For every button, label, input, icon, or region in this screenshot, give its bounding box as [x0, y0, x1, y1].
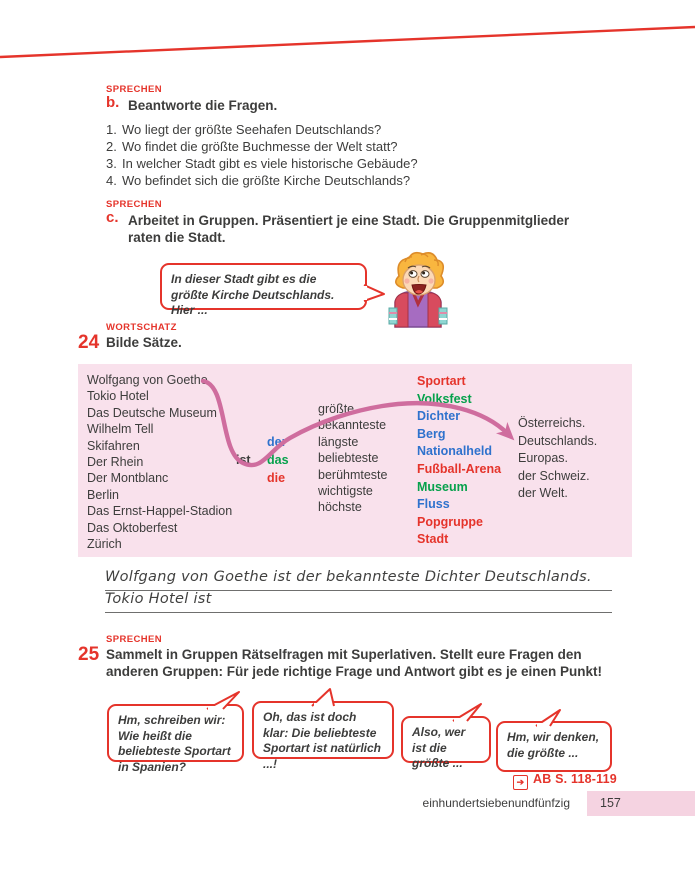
example-speech-bubble	[160, 263, 367, 317]
noun-item: Stadt	[417, 532, 449, 547]
section-b-skill-tag: SPRECHEN	[106, 84, 162, 95]
page-number-badge: 157	[587, 791, 695, 816]
question-number: 4.	[106, 173, 117, 188]
question-number: 1.	[106, 122, 117, 137]
subject-item: Das Oktoberfest	[87, 520, 178, 535]
noun-item: Nationalheld	[417, 444, 493, 459]
word-matching-panel	[78, 364, 632, 557]
speech-bubble-tail	[201, 691, 245, 711]
superlative-item: beliebteste	[318, 451, 379, 466]
subject-item: Zürich	[87, 537, 122, 552]
exercise-25-number: 25	[78, 644, 100, 665]
question-row	[106, 155, 418, 172]
exercise-25-skill-tag: SPRECHEN	[106, 634, 162, 645]
pupil-speech-bubble-3: Also, wer ist die größte ...	[401, 716, 491, 763]
exercise-25-instruction: Sammelt in Gruppen Rätselfragen mit Superlativen. Stellt eure Fragen den anderen Gruppen: Für jede richtige Frage und Antwort gibt es je einen Punkt!	[106, 647, 603, 679]
section-c-instruction: Arbeitet in Gruppen. Präsentiert je eine Stadt. Die Gruppenmitglieder raten die Stadt.	[128, 213, 570, 245]
superlative-item: bekannteste	[318, 418, 387, 433]
genitive-item: Deutschlands.	[518, 433, 598, 448]
noun-item: Fußball-Arena	[417, 461, 502, 476]
genitive-item: Österreichs.	[518, 416, 586, 430]
noun-item: Sportart	[417, 374, 466, 388]
speech-bubble-text: In dieser Stadt gibt es die größte Kirche Deutschlands. Hier ...	[171, 272, 335, 317]
question-row	[106, 121, 418, 138]
question-text: In welcher Stadt gibt es viele historische Gebäude?	[122, 156, 418, 171]
speech-bubble-tail	[447, 703, 491, 723]
section-c-letter: c.	[106, 209, 119, 226]
subject-item: Wolfgang von Goethe	[87, 373, 208, 387]
superlative-item: wichtigste	[318, 484, 373, 499]
section-b-letter: b.	[106, 94, 120, 111]
exercise-24-skill-tag: WORTSCHATZ	[106, 322, 177, 333]
workbook-reference-text: AB S. 118-119	[533, 772, 617, 786]
top-diagonal-rule	[0, 0, 695, 70]
pupil-speech-bubble-1: Hm, schreiben wir: Wie heißt die beliebteste Sportart in Spanien?	[107, 704, 244, 762]
subject-item: Berlin	[87, 487, 119, 502]
workbook-reference	[513, 772, 617, 790]
genitive-item: der Welt.	[518, 486, 568, 501]
page-number-word: einhundertsiebenundfünfzig	[422, 796, 570, 810]
subject-item: Tokio Hotel	[87, 389, 149, 404]
noun-item: Berg	[417, 426, 446, 441]
genitive-item: Europas.	[518, 451, 569, 466]
exercise-24-instruction: Bilde Sätze.	[106, 335, 182, 350]
handwritten-example-line-1: Wolfgang von Goethe ist der bekannteste Dichter Deutschlands.	[105, 569, 612, 591]
superlative-item: höchste	[318, 500, 362, 515]
noun-item: Popgruppe	[417, 514, 483, 529]
question-text: Wo befindet sich die größte Kirche Deutschlands?	[122, 173, 411, 188]
speech-bubble-tail	[528, 709, 572, 728]
subject-item: Der Montblanc	[87, 471, 169, 486]
question-text: Wo findet die größte Buchmesse der Welt statt?	[122, 139, 398, 154]
article-item: der	[267, 435, 287, 449]
superlative-item: längste	[318, 434, 359, 449]
question-number: 2.	[106, 139, 117, 154]
student-illustration	[377, 250, 459, 328]
subject-item: Wilhelm Tell	[87, 422, 154, 437]
superlative-item: größte	[318, 402, 355, 416]
exercise-24-number: 24	[78, 332, 100, 353]
subject-item: Das Ernst-Happel-Stadion	[87, 504, 233, 519]
pupil-speech-bubble-4: Hm, wir denken, die größte ...	[496, 721, 612, 772]
question-number: 3.	[106, 156, 117, 171]
section-b-instruction: Beantworte die Fragen.	[128, 98, 278, 113]
genitive-item: der Schweiz.	[518, 468, 590, 483]
noun-item: Fluss	[417, 497, 450, 512]
pupil-speech-bubble-2: Oh, das ist doch klar: Die beliebteste Sportart ist natürlich ...!	[252, 701, 394, 759]
question-row	[106, 138, 418, 155]
verb-ist: ist	[236, 453, 251, 467]
article-item: das	[267, 453, 289, 467]
question-row	[106, 172, 418, 189]
section-c-skill-tag: SPRECHEN	[106, 199, 162, 210]
question-text: Wo liegt der größte Seehafen Deutschlands?	[122, 122, 382, 137]
noun-item: Dichter	[417, 409, 461, 424]
example-connection-arrow	[78, 364, 632, 557]
speech-bubble-tail	[302, 688, 346, 708]
handwritten-example-line-2: Tokio Hotel ist	[105, 591, 612, 613]
subject-item: Das Deutsche Museum	[87, 405, 217, 420]
noun-item: Museum	[417, 479, 468, 494]
superlative-item: berühmteste	[318, 467, 388, 482]
noun-item: Volksfest	[417, 391, 472, 406]
workbook-arrow-icon: ➔	[513, 775, 528, 790]
article-item: die	[267, 471, 286, 485]
subject-item: Der Rhein	[87, 455, 144, 470]
section-b-question-list	[106, 121, 418, 189]
subject-item: Skifahren	[87, 438, 140, 453]
